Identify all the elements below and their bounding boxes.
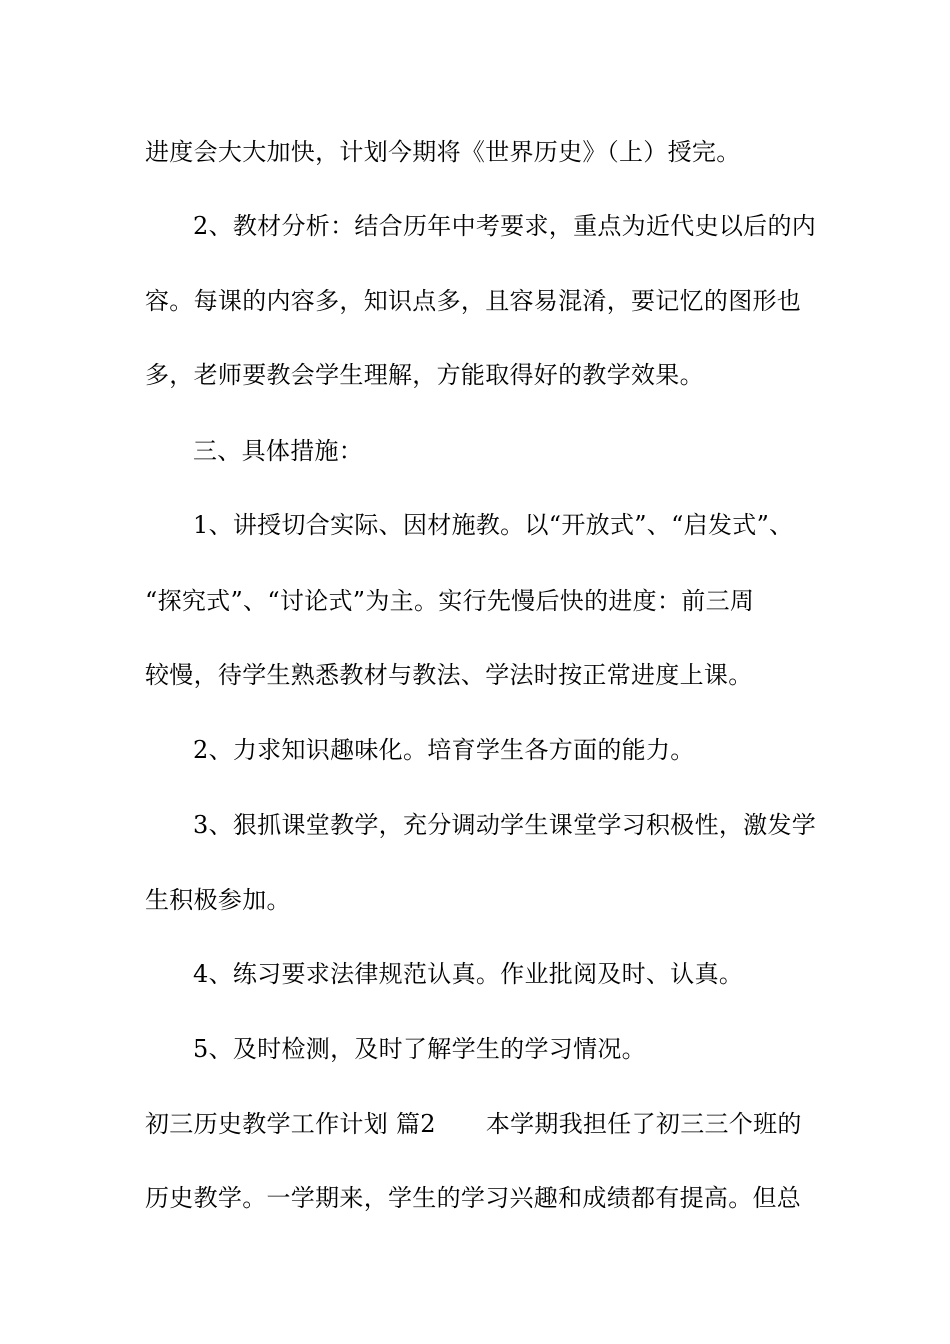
text-line-13: 5、及时检测，及时了解学生的学习情况。 (193, 1035, 646, 1063)
text-line-8: 较慢，待学生熟悉教材与教法、学法时按正常进度上课。 (145, 661, 753, 689)
section-heading-line (145, 1109, 802, 1139)
text-line-9: 2、力求知识趣味化。培育学生各方面的能力。 (193, 736, 695, 764)
text-line-12: 4、练习要求法律规范认真。作业批阅及时、认真。 (193, 960, 744, 988)
section-title: 初三历史教学工作计划 (145, 1110, 388, 1138)
section-heading-measures: 三、具体措施： (193, 437, 364, 465)
section-number: 篇2 (395, 1110, 436, 1138)
text-line-3: 容。每课的内容多，知识点多，且容易混淆，要记忆的图形也 (145, 287, 802, 315)
text-line-2: 2、教材分析：结合历年中考要求，重点为近代史以后的内 (193, 212, 817, 240)
text-line-1: 进度会大大加快，计划今期将《世界历史》（上）授完。 (145, 138, 741, 166)
text-line-6: 1、讲授切合实际、因材施教。以“开放式”、“启发式”、 (193, 511, 794, 539)
text-line-4: 多，老师要教会学生理解，方能取得好的教学效果。 (145, 361, 704, 389)
section-intro-text: 本学期我担任了初三三个班的 (485, 1110, 802, 1138)
text-line-11: 生积极参加。 (145, 886, 291, 914)
text-line-10: 3、狠抓课堂教学，充分调动学生课堂学习积极性，激发学 (193, 811, 817, 839)
text-line-7: “探究式”、“讨论式”为主。实行先慢后快的进度：前三周 (145, 587, 755, 615)
text-line-15: 历史教学。一学期来，学生的学习兴趣和成绩都有提高。但总 (145, 1184, 802, 1212)
